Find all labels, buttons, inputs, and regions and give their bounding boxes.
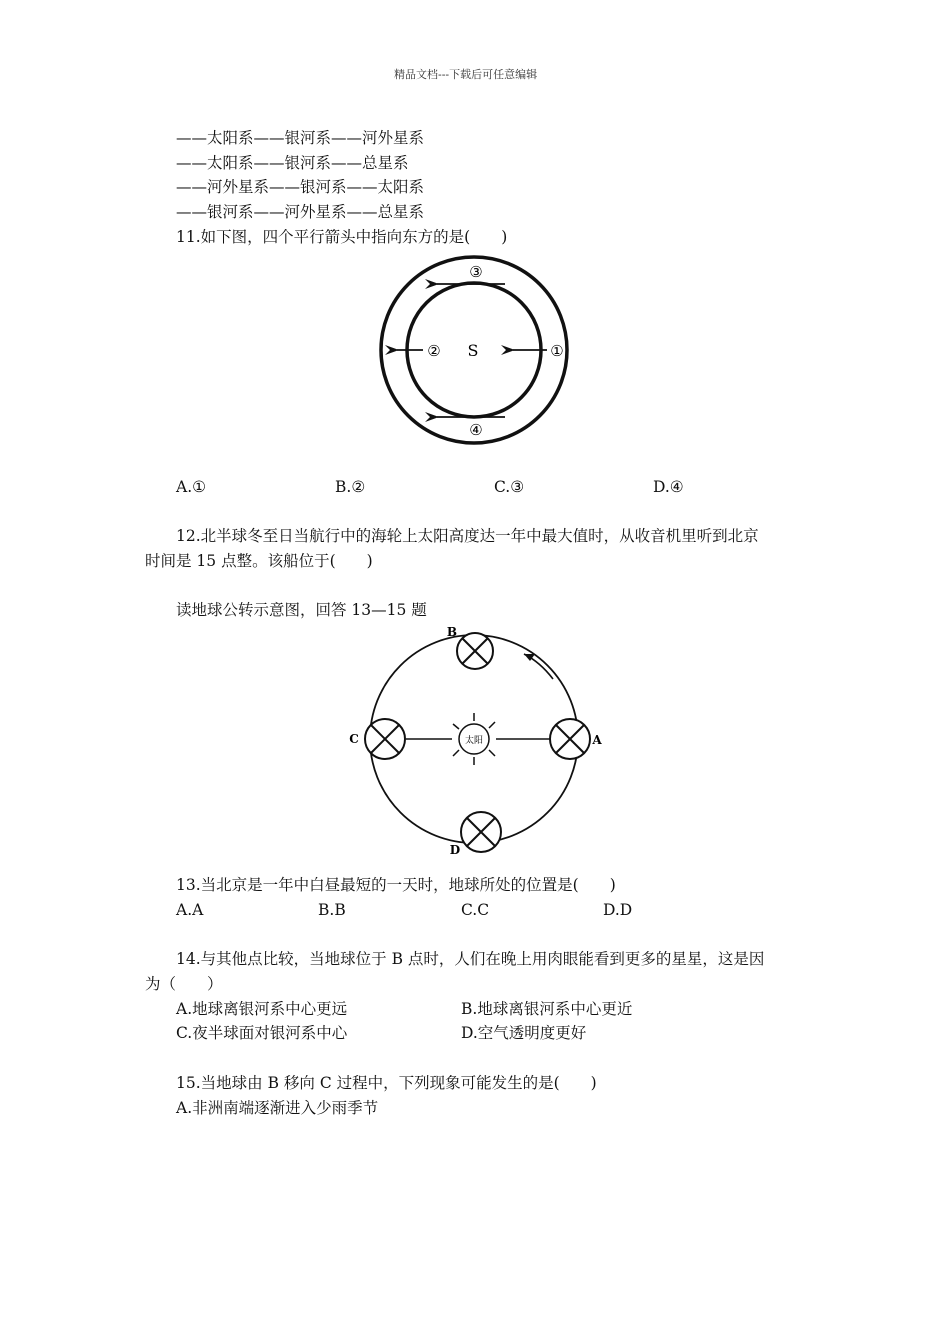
q11-option-b: B.② [335, 478, 366, 496]
q14-line2: 为（ ） [145, 975, 223, 993]
label-4: ④ [469, 421, 483, 439]
q14-option-b: B.地球离银河系中心更近 [461, 1000, 633, 1018]
q11-option-c: C.③ [494, 478, 525, 496]
q15-stem: 15.当地球由 B 移向 C 过程中，下列现象可能发生的是( ) [176, 1074, 597, 1092]
earth-b [457, 633, 493, 669]
figure-intro: 读地球公转示意图，回答 13—15 题 [176, 601, 427, 619]
prev-option-d: ——银河系——河外星系——总星系 [176, 203, 425, 221]
q11-option-d: D.④ [653, 478, 684, 496]
earth-a [550, 719, 590, 759]
q11-circle-figure [375, 255, 585, 465]
earth-d [461, 812, 501, 852]
q14-line1: 14.与其他点比较，当地球位于 B 点时，人们在晚上用肉眼能看到更多的星星，这是因 [176, 950, 765, 968]
q13-option-a: A.A [176, 901, 204, 919]
q12-line2: 时间是 15 点整。该船位于( ) [145, 552, 373, 570]
sun-s-label: S [467, 341, 479, 360]
q13-option-d: D.D [603, 901, 633, 919]
orbit-figure [340, 620, 620, 860]
sun-label: 太阳 [464, 736, 484, 746]
q11-stem: 11.如下图，四个平行箭头中指向东方的是( ) [176, 228, 508, 246]
label-d: D [449, 843, 461, 857]
q12-line1: 12.北半球冬至日当航行中的海轮上太阳高度达一年中最大值时，从收音机里听到北京 [176, 527, 759, 545]
q14-option-c: C.夜半球面对银河系中心 [176, 1024, 348, 1042]
label-1: ① [550, 342, 564, 360]
q13-stem: 13.当北京是一年中白昼最短的一天时，地球所处的位置是( ) [176, 876, 616, 894]
earth-c [365, 719, 405, 759]
q13-option-c: C.C [461, 901, 490, 919]
label-b: B [446, 625, 458, 639]
prev-option-b: ——太阳系——银河系——总星系 [176, 154, 409, 172]
page-header: 精品文档---下载后可任意编辑 [394, 68, 538, 81]
q11-option-a: A.① [176, 478, 207, 496]
prev-option-a: ——太阳系——银河系——河外星系 [176, 129, 425, 147]
q15-option-a: A.非洲南端逐渐进入少雨季节 [176, 1099, 379, 1117]
prev-option-c: ——河外星系——银河系——太阳系 [176, 178, 425, 196]
q13-option-b: B.B [318, 901, 346, 919]
q14-option-d: D.空气透明度更好 [461, 1024, 587, 1042]
label-c: C [349, 732, 359, 746]
q14-option-a: A.地球离银河系中心更远 [176, 1000, 348, 1018]
label-a: A [592, 733, 602, 747]
label-3: ③ [469, 263, 483, 281]
label-2: ② [427, 342, 441, 360]
